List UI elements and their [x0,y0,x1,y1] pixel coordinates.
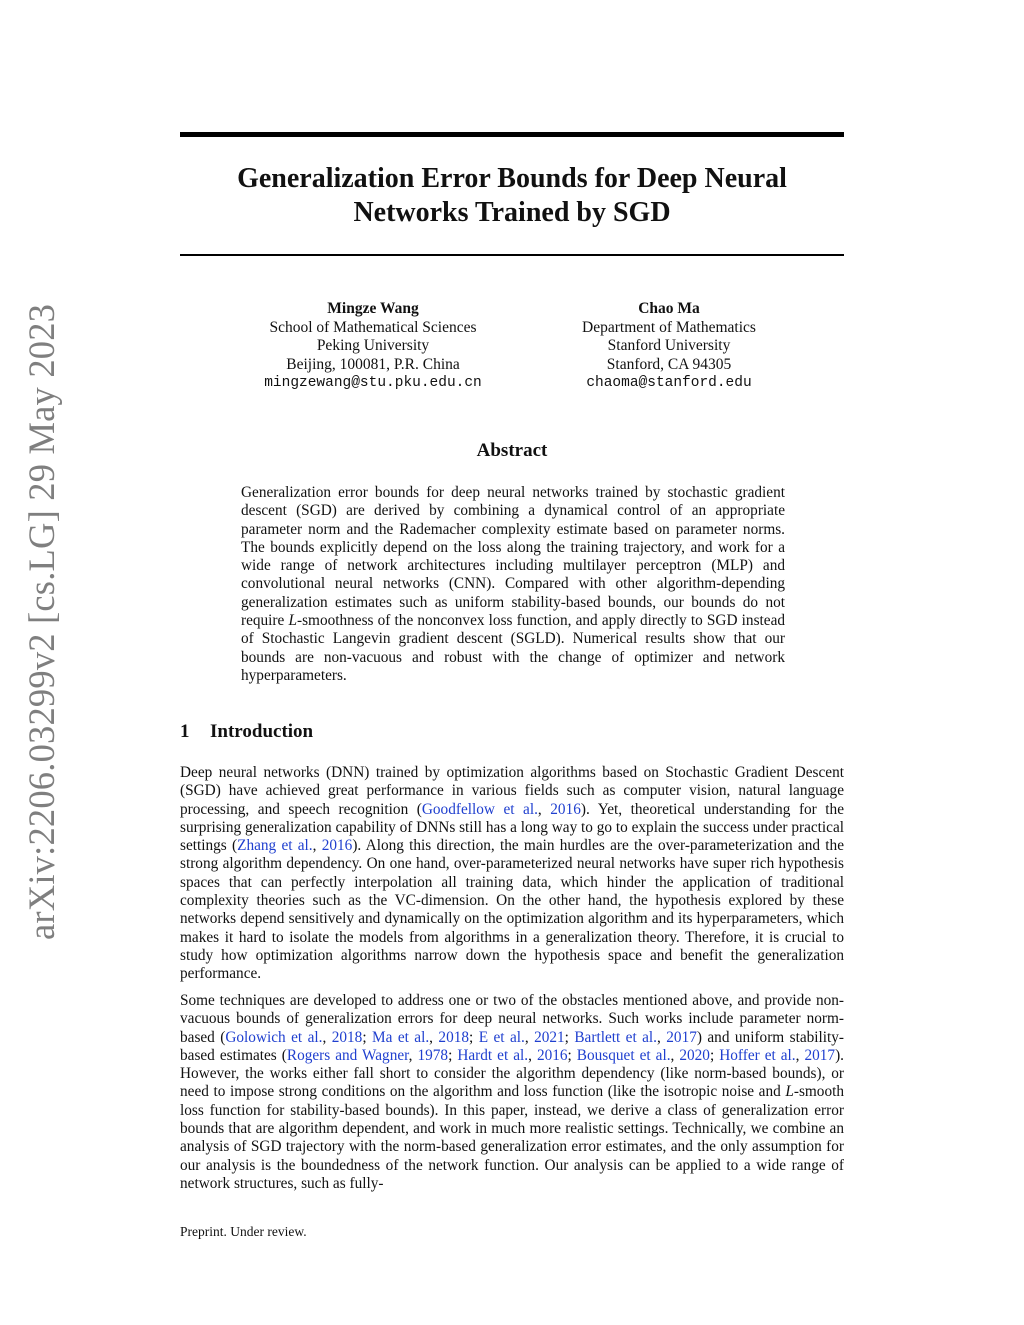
citation-separator: , [528,1046,537,1064]
citation-separator: , [408,1046,418,1064]
paragraph-text: Some techniques are developed to address one or two of the obstacles mentioned above, and provide non-vacuous bounds of generalization errors for deep neural networks. Such works include parameter norm-based ( [180,992,844,1046]
citation-link[interactable]: Hoffer et al. [719,1046,796,1064]
abstract-heading: Abstract [476,440,548,461]
citation-link[interactable]: Ma et al. [372,1028,430,1046]
paragraph-text: ). Yet, theoretical understanding for the surprising generalization capability of DNNs still has a long way to go to explain the success under practical settings ( [180,800,844,855]
citation-separator: ; [448,1046,458,1064]
citation-year-link[interactable]: 2020 [679,1046,710,1064]
citation-separator: ; [709,1046,720,1064]
section-number: 1 [180,721,190,742]
author-name: Mingze Wang [327,300,419,317]
citation-separator: , [537,800,551,818]
footer-note: Preprint. Under review. [180,1224,307,1239]
citation-link[interactable]: Bousquet et al. [576,1046,671,1064]
citation-year-link[interactable]: 2018 [331,1028,363,1046]
citation-link[interactable]: Rogers and Wagner [286,1046,409,1064]
citation-separator: ; [567,1046,577,1064]
citation-link[interactable]: E et al. [478,1028,525,1046]
citation-link[interactable]: Zhang et al. [237,837,313,855]
author-email[interactable]: mingzewang@stu.pku.edu.cn [264,375,482,391]
author-address: Stanford, CA 94305 [606,355,732,373]
section-heading [180,721,313,743]
title-top-rule [180,132,844,137]
citation-year-link[interactable]: 2016 [550,800,581,818]
citation-link[interactable]: Hardt et al. [457,1046,529,1064]
citation-separator: , [795,1046,805,1064]
citation-link[interactable]: Bartlett et al. [574,1028,657,1046]
abstract-text [241,484,785,685]
arxiv-identifier: arXiv:2206.03299v2 [cs.LG] 29 May 2023 [21,303,62,940]
intro-paragraph-1 [180,764,844,984]
author-institution: Peking University [316,337,430,354]
citation-year-link[interactable]: 2017 [666,1028,697,1046]
author-email[interactable]: chaoma@stanford.edu [586,375,752,391]
math-symbol: L [288,612,297,630]
section-title: Introduction [210,721,314,742]
citation-year-link[interactable]: 2021 [534,1028,565,1046]
author-affiliation: Department of Mathematics [582,318,756,336]
citation-link[interactable]: Golowich et al. [225,1028,323,1046]
citation-separator: , [322,1028,332,1046]
citation-year-link[interactable]: 2016 [321,837,353,855]
math-symbol: L [785,1083,794,1101]
citation-year-link[interactable]: 1978 [417,1046,449,1064]
author-institution: Stanford University [607,337,731,354]
title-line-1: Generalization Error Bounds for Deep Neural [237,163,787,194]
citation-separator: ; [564,1028,575,1046]
citation-separator: , [524,1028,535,1046]
citation-year-link[interactable]: 2018 [438,1028,470,1046]
citation-separator: , [312,837,322,855]
author-block-2 [504,300,834,393]
citation-year-link[interactable]: 2017 [804,1046,836,1064]
citation-link[interactable]: Goodfellow et al. [421,800,538,818]
citation-year-link[interactable]: 2016 [536,1046,568,1064]
title-line-2: Networks Trained by SGD [353,197,671,228]
citation-separator: ; [362,1028,372,1046]
paragraph-text: Deep neural networks (DNN) trained by optimization algorithms based on Stochastic Gradient Descent (SGD) have achieved great performance in various fields such as computer vision, natural language processing, and speech recognition ( [180,764,844,818]
intro-paragraph-2 [180,992,844,1193]
citation-separator: , [429,1028,439,1046]
paragraph-text: ) and uniform stability-based estimates ( [180,1028,844,1064]
abstract-text-part: Generalization error bounds for deep neural networks trained by stochastic gradient descent (SGD) are derived by combining a dynamical control of an appropriate parameter norm and the Rademacher complexity estimate based on parameter norms. The bounds explicitly depend on the loss along the training trajectory, and work for a wide range of network architectures including multilayer perceptron (MLP) and convolutional neural networks (CNN). Compared with other algorithm-depending generalization estimates such as uniform stability-based bounds, our bounds do not require [241,484,785,630]
title-bottom-rule [180,254,844,256]
author-name: Chao Ma [638,300,700,317]
abstract-text-part: -smoothness of the nonconvex loss function, and apply directly to SGD instead of Stochastic Langevin gradient descent (SGLD). Numerical results show that our bounds are non-vacuous and robust with the change of optimizer and network hyperparameters. [241,612,786,684]
author-address: Beijing, 100081, P.R. China [286,355,460,373]
paper-title [180,162,844,230]
paragraph-text: ). However, the works either fall short to consider the algorithm dependency (like norm-based bounds), or need to impose strong conditions on the algorithm and loss function (like the isotropic noise and [180,1046,844,1101]
citation-separator: , [670,1046,680,1064]
paragraph-text: ). Along this direction, the main hurdles are the over-parameterization and the strong algorithm dependency. On one hand, over-parameterized neural networks have super rich hypothesis spaces that can perfectly interpolation all training data, which hinder the application of traditional complexity theories such as the VC-dimension. On the other hand, the hypothesis explored by these networks depend sensitively and dynamically on the optimization algorithm and its hyperparameters, which makes it hard to isolate the models from algorithms in a generalization theory. Therefore, it is crucial to study how optimization algorithms narrow down the hypothesis space and benefit the generalization performance. [180,837,844,983]
citation-separator: ; [469,1028,479,1046]
author-affiliation: School of Mathematical Sciences [269,318,477,336]
author-block-1 [208,300,538,393]
citation-separator: , [657,1028,667,1046]
paragraph-text: -smooth loss function for stability-based bounds). In this paper, instead, we derive a class of generalization error bounds that are algorithm dependent, and work in much more realistic settings. Technically, we combine an analysis of SGD trajectory with the norm-based generalization error estimates, and the only assumption for our analysis is the boundedness of the network function. Our analysis can be applied to a wide range of network structures, such as fully- [180,1083,844,1192]
